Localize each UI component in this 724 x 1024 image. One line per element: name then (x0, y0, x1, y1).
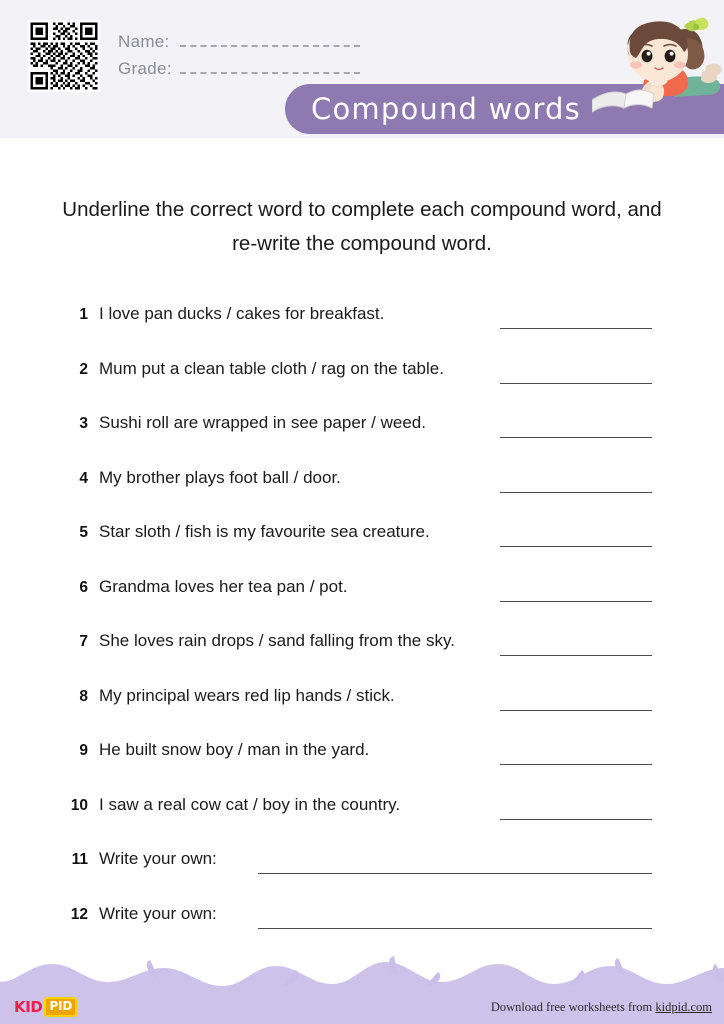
question-text: She loves rain drops / sand falling from the sky. (99, 631, 455, 650)
instruction-text: Underline the correct word to complete each compound word, and re-write the compound word. (62, 198, 662, 255)
question-number: 8 (79, 687, 88, 705)
question-row (0, 630, 724, 685)
question-number: 12 (70, 905, 88, 923)
question-number: 9 (79, 742, 88, 759)
question-text: My principal wears red lip hands / stick. (99, 685, 395, 705)
question-row (0, 358, 724, 413)
question-row (0, 521, 724, 576)
kidpid-logo[interactable] (14, 997, 77, 1017)
answer-line[interactable] (500, 764, 652, 765)
question-row (0, 739, 724, 794)
question-number: 10 (70, 796, 88, 814)
question-text: Write your own: (99, 849, 217, 868)
question-number: 4 (79, 469, 88, 487)
question-text: Star sloth / fish is my favourite sea creature. (99, 522, 430, 541)
answer-line[interactable] (258, 928, 652, 929)
logo-pid-text: PID (44, 997, 77, 1017)
footer-download-text (491, 1000, 712, 1015)
girl-reading-illustration (592, 8, 724, 113)
name-input-line[interactable] (180, 32, 360, 47)
kidpid-link[interactable]: kidpid.com (655, 1000, 712, 1014)
question-number: 11 (71, 851, 88, 868)
question-row (0, 467, 724, 522)
question-row (0, 303, 724, 358)
logo-kid-text: KID (14, 997, 43, 1016)
answer-line[interactable] (500, 383, 652, 384)
student-info-block (118, 28, 360, 82)
question-text: I love pan ducks / cakes for breakfast. (99, 304, 385, 323)
question-number: 5 (79, 524, 88, 541)
question-number: 6 (79, 578, 88, 596)
question-row (0, 794, 724, 849)
question-number: 3 (79, 415, 88, 432)
question-list (0, 303, 724, 957)
grade-row (118, 55, 360, 82)
name-label: Name: (118, 32, 170, 51)
question-text: Grandma loves her tea pan / pot. (99, 576, 348, 596)
answer-line[interactable] (500, 437, 652, 438)
question-row (0, 848, 724, 903)
answer-line[interactable] (500, 819, 652, 820)
question-row (0, 903, 724, 958)
question-row (0, 576, 724, 631)
question-text: Sushi roll are wrapped in see paper / weed. (99, 413, 426, 432)
answer-line[interactable] (500, 546, 652, 547)
page-title: Compound words (311, 92, 581, 126)
question-number: 2 (79, 360, 88, 378)
answer-line[interactable] (500, 710, 652, 711)
question-number: 1 (79, 306, 88, 323)
question-text: He built snow boy / man in the yard. (99, 740, 370, 759)
answer-line[interactable] (258, 873, 652, 874)
grade-input-line[interactable] (180, 59, 360, 74)
question-text: My brother plays foot ball / door. (99, 467, 341, 487)
question-text: Write your own: (99, 903, 217, 923)
answer-line[interactable] (500, 601, 652, 602)
grade-label: Grade: (118, 59, 172, 78)
answer-line[interactable] (500, 328, 652, 329)
footer (0, 952, 724, 1024)
question-text: I saw a real cow cat / boy in the country. (99, 794, 401, 814)
name-row (118, 28, 360, 55)
question-number: 7 (79, 633, 88, 650)
question-row (0, 412, 724, 467)
answer-line[interactable] (500, 655, 652, 656)
download-label: Download free worksheets from (490, 1000, 656, 1014)
question-text: Mum put a clean table cloth / rag on the table. (99, 358, 444, 378)
qr-code-icon[interactable] (28, 20, 100, 92)
question-row (0, 685, 724, 740)
answer-line[interactable] (500, 492, 652, 493)
